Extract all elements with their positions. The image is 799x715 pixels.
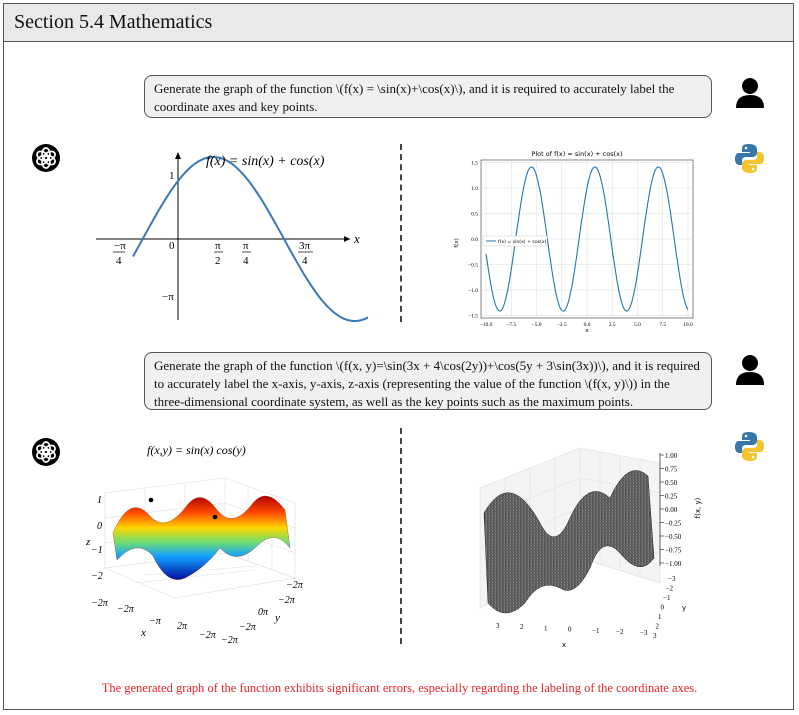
prompt-2-text: Generate the graph of the function \(f(x, y)=\sin(3x + 4\cos(2y))+\cos(5y + 3\sin(3x))\), and it is required to accurately label the x-axis, y-axis, z-axis (representing the value of the function \(f(x, y)\)) in the three-dimensional coordinate system, as well as the key points such as the maximum points.: [154, 358, 700, 409]
ytick-a: −2π: [286, 580, 303, 591]
chart2-xtick: −5.0: [531, 322, 542, 328]
chart3-xlabel: x: [141, 627, 146, 639]
user-icon: [733, 76, 767, 110]
chart2-xtick: −7.5: [506, 322, 517, 328]
chart2-xtick: 7.5: [659, 322, 667, 328]
xtick-b: −2π: [117, 604, 134, 615]
section-title: Section 5.4 Mathematics: [14, 11, 213, 33]
chart4-xtick: −3: [640, 629, 648, 638]
xtick-0: 0: [169, 240, 175, 252]
chart2-ytick: 0.0: [471, 237, 478, 243]
chart4-ytick: 2: [655, 622, 659, 631]
chart4-ztick: −0.50: [665, 533, 682, 541]
xtick-a: −2π: [91, 598, 108, 609]
chart2-ytick: −0.5: [468, 262, 478, 269]
chart4-xtick: 2: [520, 623, 524, 632]
divider-1: [400, 144, 402, 322]
ytick-c: 0π: [258, 607, 269, 618]
chart4-ztick: 1.00: [665, 452, 678, 460]
chart2-xtick: 10.0: [683, 322, 693, 328]
chart2-xtick: 0.0: [583, 322, 591, 328]
chart1-xlabel: x: [354, 231, 360, 246]
chart4-xtick: 3: [496, 622, 500, 630]
chart2-ytick: 1.5: [471, 160, 478, 167]
ztick-neg1: −1: [91, 545, 103, 556]
ytick-e: −2π: [221, 635, 238, 646]
chart4-ytick: −2: [665, 584, 673, 593]
ytick-b: −2π: [278, 595, 295, 606]
ztick-neg2: −2: [91, 571, 103, 582]
chart4-zlabel: f(x, y): [694, 497, 702, 519]
chart2-ylabel: f(x): [454, 238, 460, 248]
chart2-legend-label: f(x) = sin(x) + cos(x): [498, 240, 547, 245]
chart4-xtick: −1: [592, 626, 600, 635]
ytick-neg-pi: −π: [162, 291, 174, 303]
xtick-neg-pi4: −π: [114, 240, 126, 252]
xtick-d: 2π: [177, 621, 188, 632]
chart3-zlabel: z: [86, 536, 91, 548]
figure-caption: The generated graph of the function exhibits significant errors, especially regarding the labeling of the coordinate axes.: [101, 681, 698, 695]
svg-text:4: 4: [243, 255, 249, 267]
xtick-pi4: π: [243, 240, 249, 252]
chart4-ytick: 1: [658, 613, 662, 621]
xtick-c: −π: [149, 616, 161, 627]
section-header: [4, 4, 793, 42]
chart4-xtick: 1: [544, 624, 548, 633]
svg-text:4: 4: [116, 255, 122, 267]
ytick-d: −2π: [239, 622, 256, 633]
chart4-ytick: −3: [668, 575, 676, 583]
chart4-ytick: −1: [663, 594, 671, 602]
chart2-ytick: 0.5: [471, 211, 478, 218]
chart-surface-python: [470, 438, 710, 653]
chart4-ztick: −0.75: [665, 546, 682, 555]
chart4-xtick: 0: [568, 625, 572, 634]
svg-text:2: 2: [215, 255, 221, 267]
user-prompt-2: [144, 352, 712, 410]
chart4-ztick: 0.25: [665, 492, 678, 501]
chart2-xtick: 5.0: [634, 322, 641, 328]
chart4-ztick: −0.25: [665, 519, 682, 528]
ztick-0: 0: [97, 521, 102, 532]
chart2-xtick: 2.5: [608, 322, 616, 328]
chart2-xtick: −10.0: [479, 322, 493, 328]
chart4-ztick: 0.00: [665, 506, 678, 514]
ytick-1: 1: [169, 170, 175, 182]
chart-sin-cos-left: [88, 148, 368, 328]
xtick-e: −2π: [199, 630, 216, 641]
xtick-pi2: π: [215, 240, 221, 252]
chart-sin-cos-python: [452, 148, 702, 333]
chart2-xtick: −2.5: [556, 322, 567, 328]
user-icon-2: [733, 353, 767, 387]
user-prompt-1: [144, 75, 712, 118]
chart2-ytick: −1.5: [468, 313, 478, 320]
python-logo-icon-2: [733, 430, 766, 463]
xtick-3pi4: 3π: [299, 240, 311, 252]
chart4-xlabel: x: [562, 641, 567, 649]
chart1-title: f(x) = sin(x) + cos(x): [206, 154, 325, 169]
chart2-ytick: −1.0: [468, 287, 478, 294]
ztick-1: 1: [97, 495, 102, 506]
chart4-ztick: 0.75: [665, 465, 678, 474]
chart2-ytick: 1.0: [471, 186, 478, 193]
surface-mesh: [113, 496, 290, 580]
divider-2: [400, 428, 402, 644]
openai-logo-icon: [32, 144, 60, 172]
chart1-xticks: [113, 240, 313, 267]
svg-text:4: 4: [302, 255, 308, 267]
chart4-xtick: −2: [616, 628, 624, 636]
chart4-ytick: 3: [653, 632, 657, 640]
chart2-title: Plot of f(x) = sin(x) + cos(x): [531, 150, 623, 158]
chart4-ztick: −1.00: [665, 560, 682, 568]
chart4-ztick: 0.50: [665, 479, 678, 487]
chart-surface-left: [85, 438, 315, 648]
python-logo-icon: [733, 142, 766, 175]
chart2-xlabel: x: [585, 328, 589, 333]
chart3-ylabel: y: [275, 612, 280, 624]
prompt-1-text: Generate the graph of the function \(f(x) = \sin(x)+\cos(x)\), and it is required to accurately label the coordinate axes and key points.: [154, 81, 675, 114]
chart3-title: f(x,y) = sin(x) cos(y): [147, 443, 246, 457]
chart4-ytick: 0: [660, 603, 664, 612]
openai-logo-icon-2: [32, 438, 60, 466]
chart4-ylabel: y: [682, 604, 687, 612]
